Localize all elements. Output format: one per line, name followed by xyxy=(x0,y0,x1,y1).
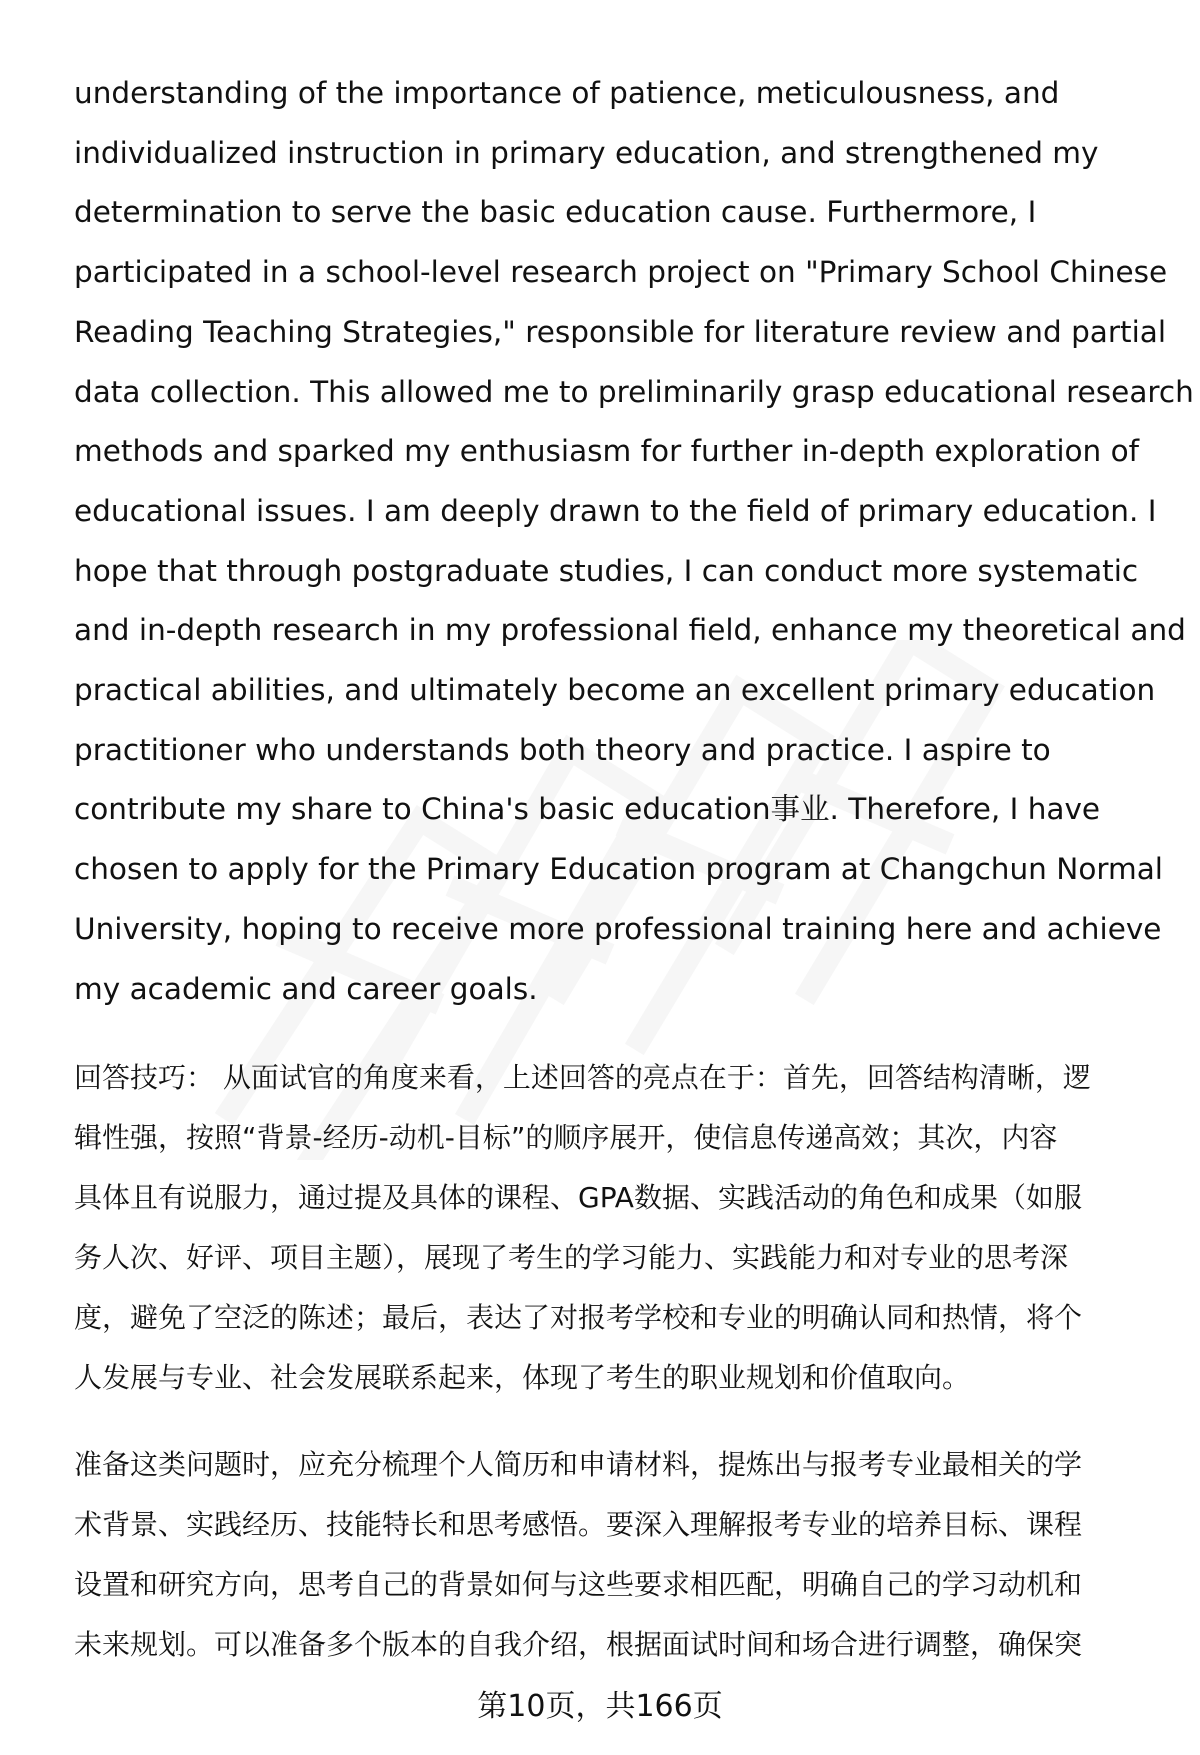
tips-paragraph xyxy=(74,1048,1154,1408)
answer-line: participated in a school-level research project on "Primary School Chinese xyxy=(74,255,1168,290)
preparation-line: 未来规划。可以准备多个版本的自我介绍，根据面试时间和场合进行调整，确保突 xyxy=(74,1628,1083,1661)
answer-line: methods and sparked my enthusiasm for further in-depth exploration of xyxy=(74,434,1140,469)
tips-line: 回答技巧： 从面试官的角度来看，上述回答的亮点在于：首先，回答结构清晰，逻 xyxy=(74,1061,1091,1094)
answer-line: data collection. This allowed me to preliminarily grasp educational research xyxy=(74,374,1194,409)
preparation-line: 准备这类问题时，应充分梳理个人简历和申请材料，提炼出与报考专业最相关的学 xyxy=(74,1448,1083,1481)
answer-line: contribute my share to China's basic education事业. Therefore, I have xyxy=(74,792,1101,827)
answer-line: understanding of the importance of patience, meticulousness, and xyxy=(74,76,1060,110)
answer-line: hope that through postgraduate studies, I can conduct more systematic xyxy=(74,553,1139,588)
preparation-paragraph xyxy=(74,1435,1154,1675)
answer-line: determination to serve the basic education cause. Furthermore, I xyxy=(74,195,1037,230)
answer-line: chosen to apply for the Primary Education program at Changchun Normal xyxy=(74,852,1163,887)
answer-line: and in-depth research in my professional field, enhance my theoretical and xyxy=(74,613,1186,648)
answer-line: practical abilities, and ultimately become an excellent primary education xyxy=(74,673,1156,708)
answer-line: educational issues. I am deeply drawn to the field of primary education. I xyxy=(74,493,1157,528)
tips-line: 人发展与专业、社会发展联系起来，体现了考生的职业规划和价值取向。 xyxy=(74,1361,971,1394)
preparation-line: 术背景、实践经历、技能特长和思考感悟。要深入理解报考专业的培养目标、课程 xyxy=(74,1508,1083,1541)
page-number-footer: 第10页，共166页 xyxy=(477,1689,723,1724)
answer-line: individualized instruction in primary education, and strengthened my xyxy=(74,135,1099,170)
preparation-line: 设置和研究方向，思考自己的背景如何与这些要求相匹配，明确自己的学习动机和 xyxy=(74,1568,1083,1601)
answer-line: Reading Teaching Strategies," responsible for literature review and partial xyxy=(74,314,1167,349)
tips-line: 辑性强，按照“背景-经历-动机-目标”的顺序展开，使信息传递高效；其次，内容 xyxy=(74,1121,1058,1154)
answer-paragraph xyxy=(74,64,1194,1019)
tips-line: 度，避免了空泛的陈述；最后，表达了对报考学校和专业的明确认同和热情，将个 xyxy=(74,1301,1083,1334)
tips-line: 务人次、好评、项目主题），展现了考生的学习能力、实践能力和对专业的思考深 xyxy=(74,1241,1069,1274)
tips-line: 具体且有说服力，通过提及具体的课程、GPA数据、实践活动的角色和成果（如服 xyxy=(74,1181,1082,1214)
answer-line: University, hoping to receive more professional training here and achieve xyxy=(74,911,1162,946)
answer-line: practitioner who understands both theory and practice. I aspire to xyxy=(74,732,1051,767)
answer-line: my academic and career goals. xyxy=(74,971,538,1006)
